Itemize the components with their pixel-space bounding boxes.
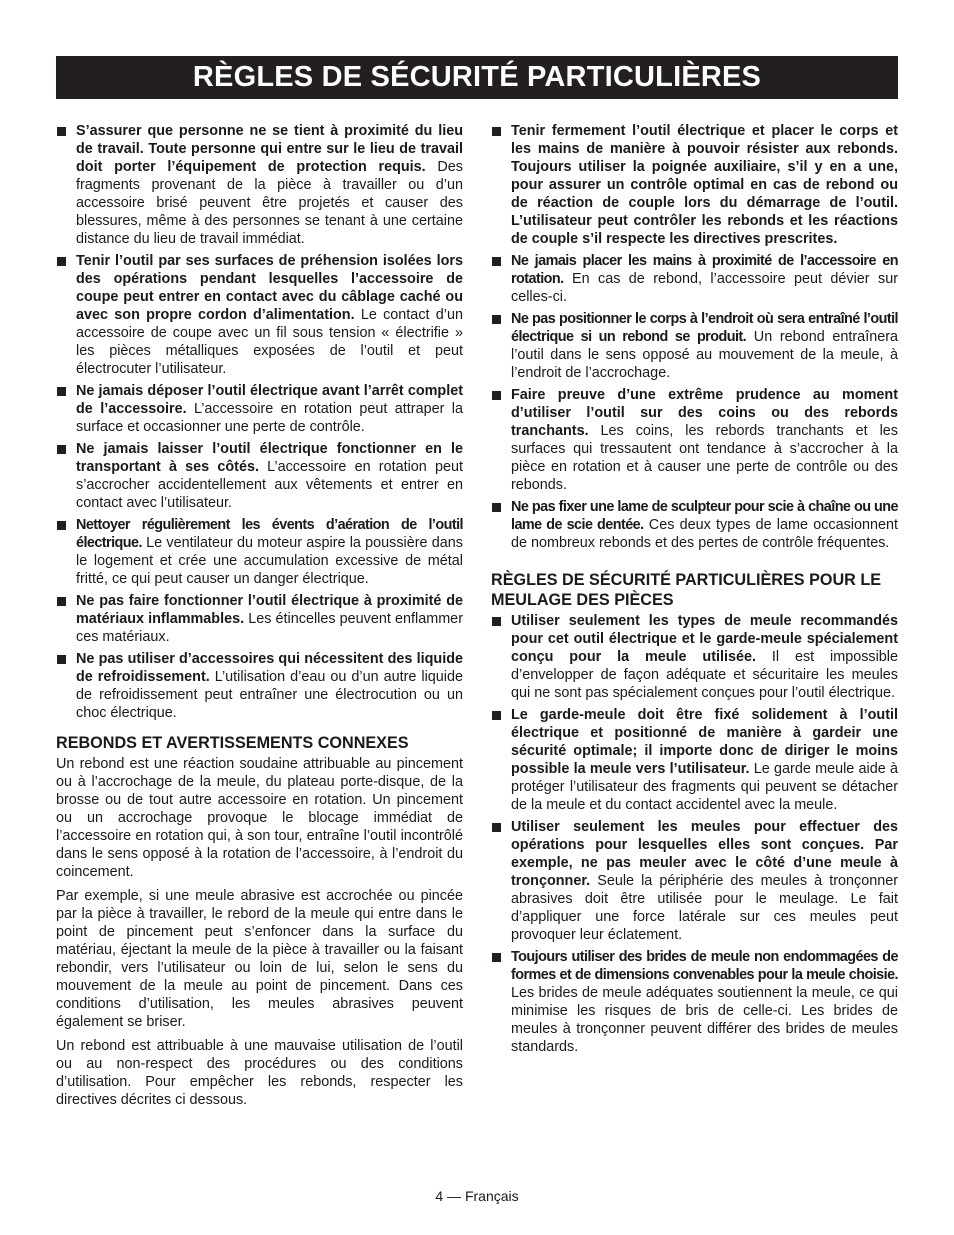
list-item: S’assurer que personne ne se tient à proximité du lieu de travail. Toute personne qui entre sur le lieu de travail doit porter l’équipement de protection requis. Des fragments provenant de la pièce à travailler ou d’un accessoire brisé peuvent être projetés et causer des blessures, même à des personnes se tenant à une certaine distance du lieu de travail immédiat. bbox=[56, 122, 463, 248]
square-bullet-icon bbox=[57, 127, 66, 136]
list-item: Tenir fermement l’outil électrique et placer le corps et les mains de manière à pouvoir résister aux rebonds. Toujours utiliser la poignée auxiliaire, s’il y en a une, pour assurer un contrôle optimal en cas de rebond ou de réaction de couple lors du démarrage de l’outil. L’utilisateur peut contrôler les rebonds et les réactions de couple s’il respecte les directives prescrites. bbox=[491, 122, 898, 248]
list-item: Faire preuve d’une extrême prudence au moment d’utiliser l’outil sur des coins ou des rebords tranchants. Les coins, les rebords tranchants et les surfaces qui tressautent ont tendance à s’accrocher à la pièce en rotation et à causer une perte de contrôle ou des rebonds. bbox=[491, 386, 898, 494]
list-item: Utiliser seulement les meules pour effectuer des opérations pour lesquelles elles sont conçues. Par exemple, ne pas meuler avec le côté d’une meule à tronçonner. Seule la périphérie des meules à tronçonner abrasives doit être utilisée pour le meulage. Le fait d’appliquer une force latérale sur ces meules peut provoquer leur éclatement. bbox=[491, 818, 898, 944]
paragraph: Par exemple, si une meule abrasive est accrochée ou pincée par la pièce à travailler, le rebord de la meule qui entre dans le point de pincement peut s’enfoncer dans la surface du matériau, éjectant la meule de la pièce à travailler ou la faisant rebondir, vers l’utilisateur ou loin de lui, selon le sens du mouvement de la meule au point de pincement. Dans ces conditions d’utilisation, les meules abrasives peuvent également se briser. bbox=[56, 888, 463, 1030]
square-bullet-icon bbox=[57, 445, 66, 454]
list-item: Ne jamais placer les mains à proximité de l’accessoire en rotation. En cas de rebond, l’accessoire peut dévier sur celles-ci. bbox=[491, 252, 898, 306]
square-bullet-icon bbox=[57, 257, 66, 266]
list-item: Utiliser seulement les types de meule recommandés pour cet outil électrique et le garde-meule spécialement conçu pour la meule utilisée. Il est impossible d’envelopper de façon adéquate et sécuritaire les meules qui ne sont pas spécialement conçues pour l’outil électrique. bbox=[491, 612, 898, 702]
right-column bbox=[491, 122, 898, 1060]
list-item: Ne pas faire fonctionner l’outil électrique à proximité de matériaux inflammables. Les étincelles peuvent enflammer ces matériaux. bbox=[56, 592, 463, 646]
section-heading-meulage: RÈGLES DE SÉCURITÉ PARTICULIÈRES POUR LE MEULAGE DES PIÈCES bbox=[491, 571, 882, 609]
meulage-bullet-list bbox=[491, 612, 898, 1056]
left-bullet-list bbox=[56, 122, 463, 722]
list-item: Le garde-meule doit être fixé solidement à l’outil électrique et positionné de manière à gardeir une sécurité optimale; il importe donc de diriger le moins possible la meule vers l’utilisateur. Le garde meule aide à protéger l’utilisateur des fragments qui peuvent se détacher de la meule et du contact accidentel avec la meule. bbox=[491, 706, 898, 814]
page-title-banner: RÈGLES DE SÉCURITÉ PARTICULIÈRES bbox=[56, 56, 898, 99]
list-item: Toujours utiliser des brides de meule non endommagées de formes et de dimensions convenables pour la meule choisie. Les brides de meule adéquates soutiennent la meule, ce qui minimise les risques de bris de celle-ci. Les brides de meules à tronçonner peuvent différer des brides de meules standards. bbox=[491, 948, 898, 1056]
page-footer: 4 — Français bbox=[435, 1188, 519, 1204]
right-bullet-list bbox=[491, 122, 898, 552]
list-item: Ne pas fixer une lame de sculpteur pour scie à chaîne ou une lame de scie dentée. Ces deux types de lame occasionnent de nombreux rebonds et des pertes de contrôle fréquentes. bbox=[491, 498, 898, 552]
square-bullet-icon bbox=[492, 391, 501, 400]
paragraph: Un rebond est attribuable à une mauvaise utilisation de l’outil ou au non-respect des procédures ou des conditions d’utilisation. Pour empêcher les rebonds, respecter les directives décrites ci dessous. bbox=[56, 1038, 463, 1108]
left-column bbox=[56, 122, 463, 1115]
square-bullet-icon bbox=[492, 617, 501, 626]
list-item: Ne jamais laisser l’outil électrique fonctionner en le transportant à ses côtés. L’accessoire en rotation peut s’accrocher accidentellement aux vêtements et entrer en contact avec l’utilisateur. bbox=[56, 440, 463, 512]
list-item: Ne jamais déposer l’outil électrique avant l’arrêt complet de l’accessoire. L’accessoire en rotation peut attraper la surface et occasionner une perte de contrôle. bbox=[56, 382, 463, 436]
section-heading-rebonds: REBONDS ET AVERTISSEMENTS CONNEXES bbox=[56, 734, 409, 752]
square-bullet-icon bbox=[57, 387, 66, 396]
list-item: Ne pas utiliser d’accessoires qui nécessitent des liquide de refroidissement. L’utilisation d’eau ou d’un autre liquide de refroidissement peut entraîner une électrocution ou un choc électrique. bbox=[56, 650, 463, 722]
square-bullet-icon bbox=[492, 953, 501, 962]
square-bullet-icon bbox=[57, 521, 66, 530]
square-bullet-icon bbox=[492, 823, 501, 832]
square-bullet-icon bbox=[57, 597, 66, 606]
square-bullet-icon bbox=[492, 127, 501, 136]
list-item: Nettoyer régulièrement les évents d’aération de l’outil électrique. Le ventilateur du moteur aspire la poussière dans le logement et crée une accumulation excessive de métal fritté, ce qui peut causer un danger électrique. bbox=[56, 516, 463, 588]
square-bullet-icon bbox=[492, 711, 501, 720]
list-item: Tenir l’outil par ses surfaces de préhension isolées lors des opérations pendant lesquelles l’accessoire de coupe peut entrer en contact avec du câblage caché ou avec son propre cordon d’alimentation. Le contact d’un accessoire de coupe avec un fil sous tension « électrifie » les pièces métalliques exposées de l’outil et peut électrocuter l’utilisateur. bbox=[56, 252, 463, 378]
square-bullet-icon bbox=[492, 257, 501, 266]
list-item: Ne pas positionner le corps à l’endroit où sera entraîné l’outil électrique si un rebond se produit. Un rebond entraînera l’outil dans le sens opposé au mouvement de la meule, à l’endroit de l’accrochage. bbox=[491, 310, 898, 382]
square-bullet-icon bbox=[492, 315, 501, 324]
paragraph: Un rebond est une réaction soudaine attribuable au pincement ou à l’accrochage de la meule, du plateau porte-disque, de la brosse ou de tout autre accessoire en rotation. Un pincement ou un accrochage provoque le blocage immédiat de l’accessoire en rotation qui, à son tour, entraîne l’outil incontrôlé dans le sens opposé à la rotation de l’accessoire, à l’endroit du coincement. bbox=[56, 756, 463, 880]
square-bullet-icon bbox=[57, 655, 66, 664]
square-bullet-icon bbox=[492, 503, 501, 512]
